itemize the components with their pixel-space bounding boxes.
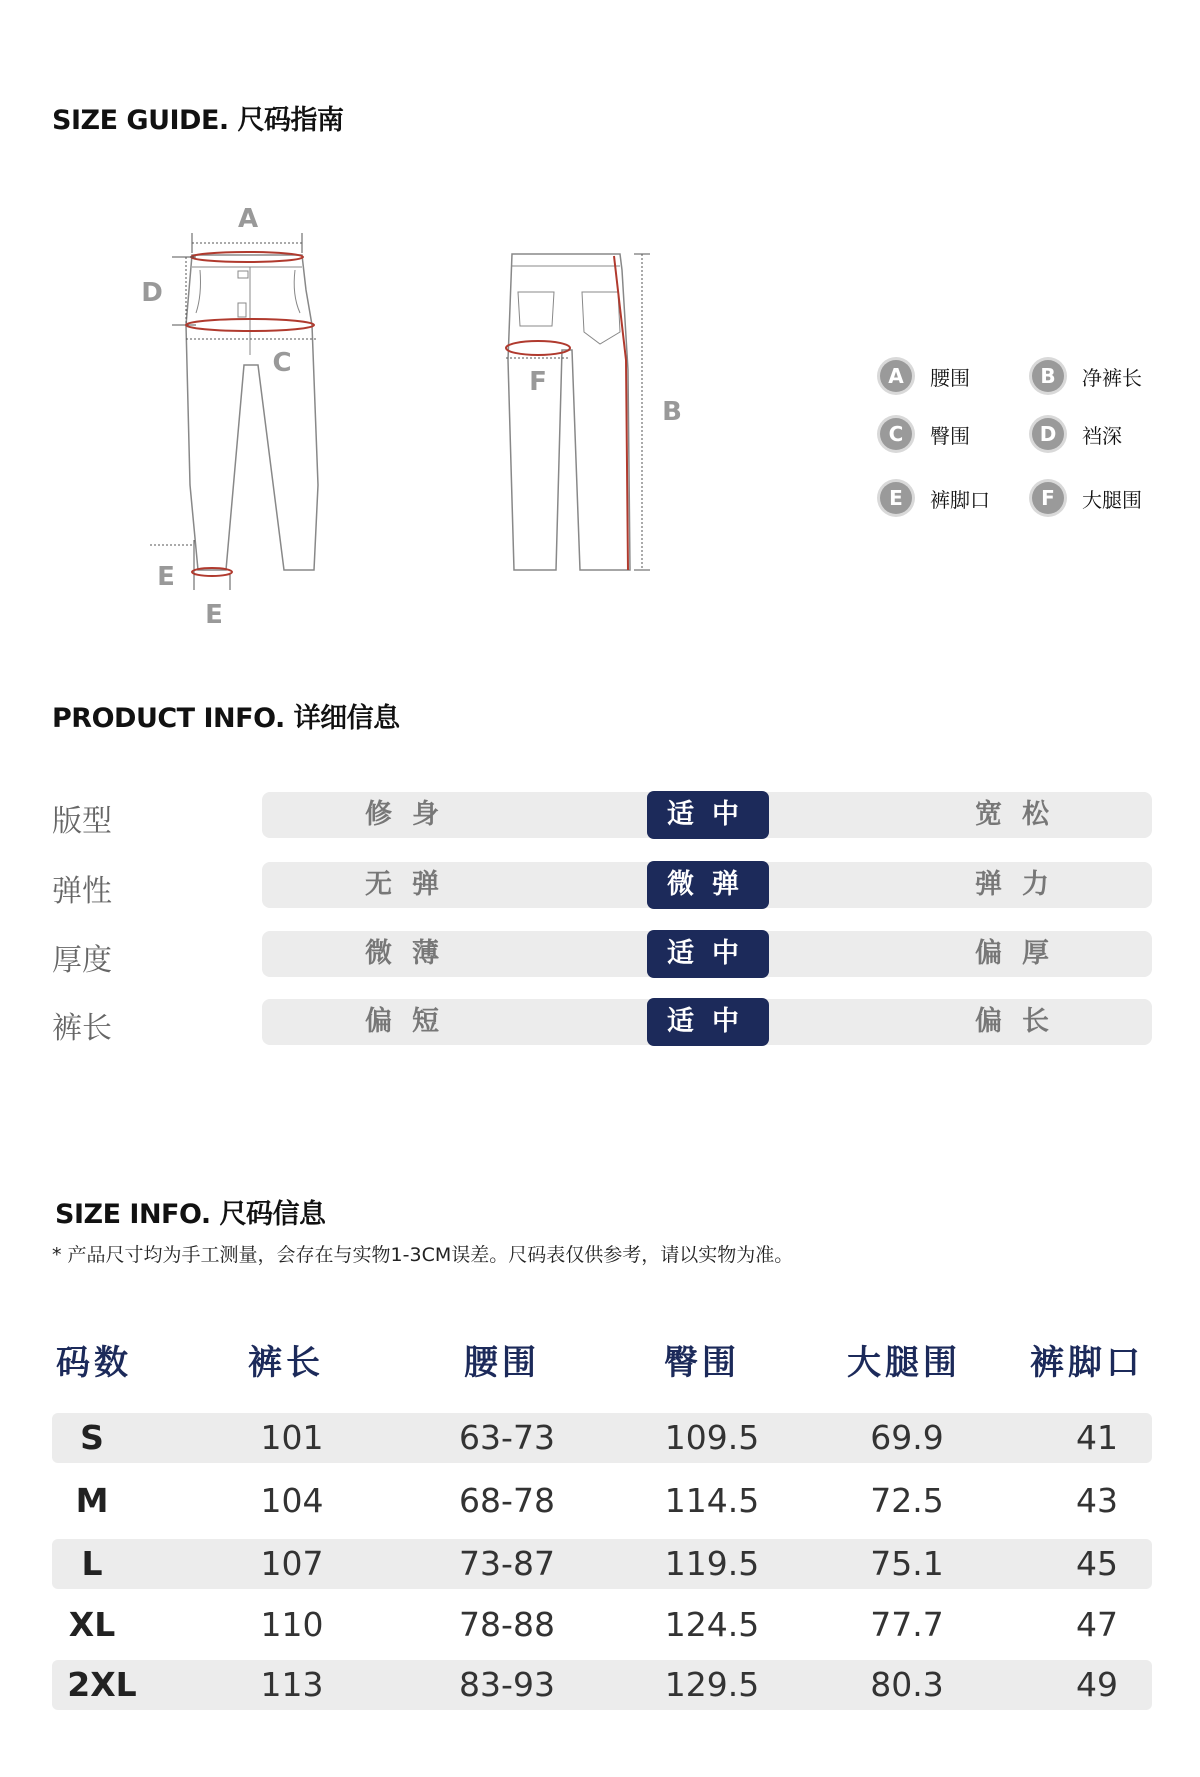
cell-waist: 63-73 <box>459 1418 555 1457</box>
product-info-scale <box>262 999 1152 1045</box>
header-hem: 裤脚口 <box>1030 1343 1144 1383</box>
cell-waist: 83-93 <box>459 1665 555 1704</box>
legend-label-length: 净裤长 <box>1082 365 1142 390</box>
scale-option-selected: 适中 <box>647 791 769 839</box>
cell-thigh: 80.3 <box>870 1665 944 1704</box>
legend-label-hem: 裤脚口 <box>930 487 990 512</box>
table-row <box>52 1413 1152 1463</box>
cell-waist: 73-87 <box>459 1544 555 1583</box>
cell-size: S <box>80 1418 104 1457</box>
cell-waist: 68-78 <box>459 1481 555 1520</box>
header-hip: 臀围 <box>664 1343 740 1383</box>
product-info-label: 版型 <box>52 804 112 839</box>
table-row <box>52 1600 1152 1650</box>
diagram-label-b: B <box>662 397 682 427</box>
diagram-label-c: C <box>272 348 292 378</box>
product-info-title: PRODUCT INFO. 详细信息 <box>52 703 400 734</box>
cell-hem: 43 <box>1076 1481 1118 1520</box>
cell-length: 104 <box>260 1481 324 1520</box>
diagram-label-d: D <box>141 278 163 308</box>
size-info-title: SIZE INFO. 尺码信息 <box>55 1199 326 1230</box>
diagram-label-e-side: E <box>157 562 175 592</box>
legend-item-f <box>1032 482 1142 514</box>
legend-badge-d: D <box>1032 418 1064 450</box>
measurement-note: * 产品尺寸均为手工测量，会存在与实物1-3CM误差。尺码表仅供参考，请以实物为准。 <box>52 1244 794 1266</box>
scale-option-right: 弹力 <box>975 869 1069 900</box>
cell-hem: 47 <box>1076 1605 1118 1644</box>
scale-option-selected: 适中 <box>647 998 769 1046</box>
legend-badge-c: C <box>880 418 912 450</box>
cell-length: 113 <box>260 1665 324 1704</box>
legend-item-a <box>880 360 970 392</box>
cell-hem: 45 <box>1076 1544 1118 1583</box>
product-info-label: 弹性 <box>52 874 112 909</box>
pants-back-diagram <box>500 240 730 600</box>
legend-label-hip: 臀围 <box>930 423 970 448</box>
legend-badge-e: E <box>880 482 912 514</box>
legend-label-waist: 腰围 <box>930 365 970 390</box>
scale-option-left: 无弹 <box>365 869 459 900</box>
scale-option-selected: 微弹 <box>647 861 769 909</box>
diagram-label-e-bottom: E <box>205 600 223 630</box>
cell-length: 101 <box>260 1418 324 1457</box>
scale-option-right: 宽松 <box>975 799 1069 830</box>
size-guide-title: SIZE GUIDE. 尺码指南 <box>52 105 344 136</box>
legend-badge-b: B <box>1032 360 1064 392</box>
legend-label-thigh: 大腿围 <box>1082 487 1142 512</box>
cell-hip: 119.5 <box>664 1544 760 1583</box>
cell-size: XL <box>68 1605 116 1644</box>
cell-hip: 114.5 <box>664 1481 760 1520</box>
cell-waist: 78-88 <box>459 1605 555 1644</box>
scale-option-right: 偏厚 <box>975 938 1069 969</box>
legend-label-rise: 裆深 <box>1082 423 1122 448</box>
product-info-scale <box>262 862 1152 908</box>
header-size: 码数 <box>56 1343 132 1383</box>
cell-thigh: 69.9 <box>870 1418 944 1457</box>
cell-size: L <box>81 1544 103 1583</box>
product-info-row-stretch <box>52 860 1152 910</box>
table-row <box>52 1476 1152 1526</box>
cell-hem: 41 <box>1076 1418 1118 1457</box>
pants-front-diagram <box>130 195 370 635</box>
legend-badge-a: A <box>880 360 912 392</box>
cell-size: M <box>75 1481 109 1520</box>
legend-badge-f: F <box>1032 482 1064 514</box>
product-info-scale <box>262 792 1152 838</box>
diagram-label-a: A <box>237 204 259 234</box>
cell-thigh: 75.1 <box>870 1544 944 1583</box>
product-info-row-fit <box>52 790 1152 840</box>
legend-item-b <box>1032 360 1142 392</box>
cell-thigh: 77.7 <box>870 1605 944 1644</box>
legend-item-d <box>1032 418 1122 450</box>
header-length: 裤长 <box>248 1343 324 1383</box>
table-row <box>52 1660 1152 1710</box>
legend-item-e <box>880 482 990 514</box>
cell-length: 110 <box>260 1605 324 1644</box>
cell-hip: 109.5 <box>664 1418 760 1457</box>
scale-option-left: 偏短 <box>365 1006 459 1037</box>
cell-hem: 49 <box>1076 1665 1118 1704</box>
table-row <box>52 1539 1152 1589</box>
size-table-header <box>52 1335 1152 1385</box>
scale-option-right: 偏长 <box>975 1006 1069 1037</box>
cell-length: 107 <box>260 1544 324 1583</box>
legend-item-c <box>880 418 970 450</box>
header-waist: 腰围 <box>464 1343 540 1383</box>
cell-size: 2XL <box>67 1665 137 1704</box>
product-info-row-thickness <box>52 929 1152 979</box>
diagram-label-f: F <box>529 367 547 397</box>
scale-option-selected: 适中 <box>647 930 769 978</box>
scale-option-left: 微薄 <box>365 938 459 969</box>
product-info-scale <box>262 931 1152 977</box>
cell-hip: 129.5 <box>664 1665 760 1704</box>
cell-thigh: 72.5 <box>870 1481 944 1520</box>
scale-option-left: 修身 <box>365 799 459 830</box>
header-thigh: 大腿围 <box>847 1343 961 1383</box>
product-info-label: 厚度 <box>52 943 112 978</box>
product-info-row-length <box>52 997 1152 1047</box>
cell-hip: 124.5 <box>664 1605 760 1644</box>
product-info-label: 裤长 <box>52 1011 112 1046</box>
